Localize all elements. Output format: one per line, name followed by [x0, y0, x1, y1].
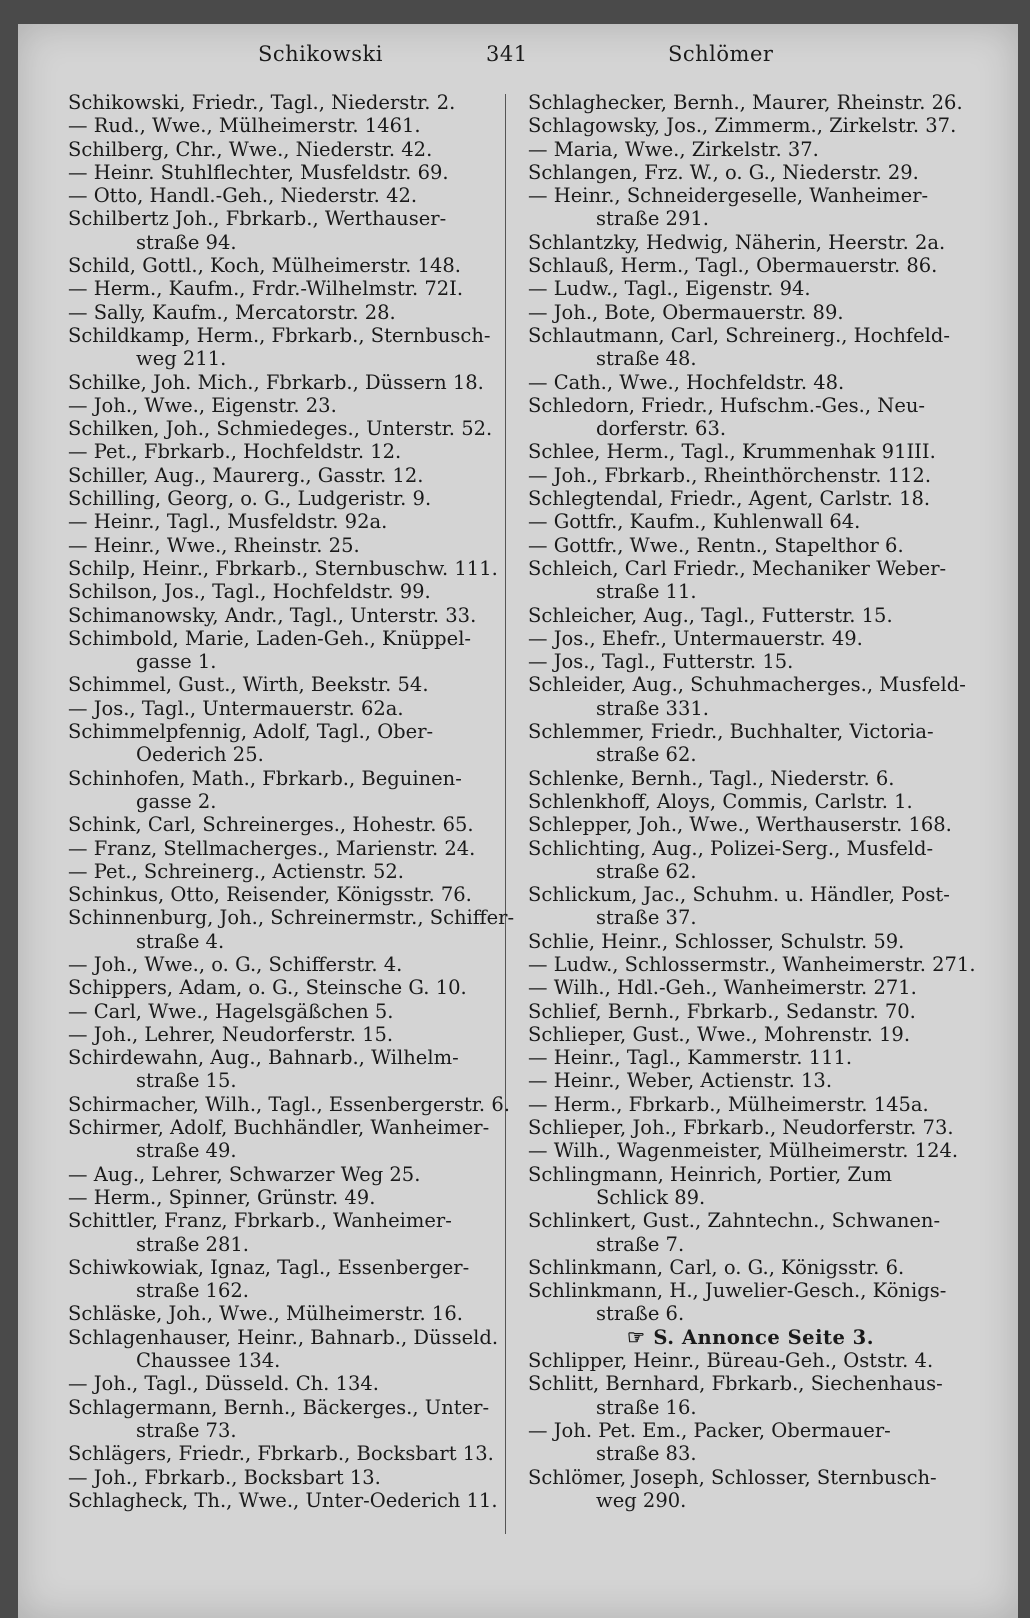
directory-entry: [68, 720, 513, 767]
entry-text: Schleich, Carl Friedr., Mechaniker Weber-: [528, 556, 947, 580]
entry-text: Schilke, Joh. Mich., Fbrkarb., Düssern 18.: [68, 370, 484, 394]
entry-continuation: straße 11.: [596, 580, 697, 604]
directory-entry: [68, 1466, 513, 1489]
directory-entry: [528, 813, 973, 836]
page-number: 341: [486, 42, 528, 66]
directory-entry: [68, 1326, 513, 1373]
entry-text: — Heinr., Weber, Actienstr. 13.: [528, 1069, 833, 1093]
directory-entry: [68, 91, 513, 114]
entry-text: Schinkus, Otto, Reisender, Königsstr. 76.: [68, 883, 472, 907]
entry-text: — Maria, Wwe., Zirkelstr. 37.: [528, 137, 819, 161]
directory-entry: [528, 277, 973, 300]
entry-text: — Herm., Kaufm., Frdr.-Wilhelmstr. 72I.: [68, 277, 464, 301]
directory-entry: [528, 1046, 973, 1069]
entry-text: Schirmacher, Wilh., Tagl., Essenbergerstr. 6.: [68, 1092, 510, 1116]
entry-text: — Pet., Schreinerg., Actienstr. 52.: [68, 859, 404, 883]
entry-continuation: dorferstr. 63.: [596, 417, 727, 441]
header-last-name: Schlömer: [668, 42, 774, 66]
directory-entry: [68, 860, 513, 883]
directory-entry: [68, 1372, 513, 1395]
directory-entry: [68, 1489, 513, 1512]
entry-text: — Wilh., Hdl.-Geh., Wanheimerstr. 271.: [528, 976, 917, 1000]
entry-text: Schlipper, Heinr., Büreau-Geh., Oststr. 4.: [528, 1349, 934, 1373]
directory-entry: [68, 1256, 513, 1303]
directory-entry: [528, 1000, 973, 1023]
entry-text: Schlee, Herm., Tagl., Krummenhak 91III.: [528, 440, 936, 464]
entry-text: Schlenke, Bernh., Tagl., Niederstr. 6.: [528, 766, 895, 790]
directory-entry: [68, 487, 513, 510]
pointing-hand-icon: ☞: [626, 1324, 646, 1349]
directory-entry: [68, 114, 513, 137]
entry-text: — Jos., Tagl., Untermauerstr. 62a.: [68, 696, 404, 720]
entry-text: — Joh., Lehrer, Neudorferstr. 15.: [68, 1022, 394, 1046]
directory-entry: [528, 1372, 973, 1419]
entry-text: S. Annonce Seite 3.: [653, 1325, 875, 1349]
entry-text: Schlief, Bernh., Fbrkarb., Sedanstr. 70.: [528, 999, 916, 1023]
directory-entry: [528, 510, 973, 533]
directory-entry: [528, 1279, 973, 1326]
directory-entry: [68, 1442, 513, 1465]
directory-entry: [528, 1093, 973, 1116]
directory-entry: [68, 301, 513, 324]
directory-entry: [68, 1396, 513, 1443]
entry-text: Schlemmer, Friedr., Buchhalter, Victoria-: [528, 720, 934, 744]
directory-entry: [68, 580, 513, 603]
directory-entry: [528, 650, 973, 673]
entry-text: Schlagowsky, Jos., Zimmerm., Zirkelstr. 37.: [528, 114, 957, 138]
entry-text: Schilbertz Joh., Fbrkarb., Werthauser-: [68, 207, 447, 231]
entry-text: — Herm., Fbrkarb., Mülheimerstr. 145a.: [528, 1092, 929, 1116]
directory-entry: [68, 697, 513, 720]
directory-entry: [68, 906, 513, 953]
entry-text: Schlaghecker, Bernh., Maurer, Rheinstr. 26.: [528, 91, 963, 114]
directory-entry: [528, 301, 973, 324]
entry-continuation: straße 6.: [596, 1302, 685, 1326]
entry-text: — Rud., Wwe., Mülheimerstr. 1461.: [68, 114, 421, 138]
entry-continuation: Chaussee 134.: [136, 1349, 281, 1373]
directory-entry: [68, 767, 513, 814]
directory-entry: [528, 534, 973, 557]
entry-text: Schläske, Joh., Wwe., Mülheimerstr. 16.: [68, 1302, 463, 1326]
entry-text: Schlantzky, Hedwig, Näherin, Heerstr. 2a.: [528, 230, 946, 254]
directory-entry: [528, 627, 973, 650]
directory-entry: [68, 394, 513, 417]
directory-entry: [68, 837, 513, 860]
entry-text: Schlickum, Jac., Schuhm. u. Händler, Post-: [528, 883, 950, 907]
entry-text: — Sally, Kaufm., Mercatorstr. 28.: [68, 300, 396, 324]
directory-entry: [68, 1093, 513, 1116]
entry-continuation: straße 62.: [596, 859, 697, 883]
directory-entry: [68, 1000, 513, 1023]
directory-entry: [68, 673, 513, 696]
entry-text: Schlagermann, Bernh., Bäckerges., Unter-: [68, 1395, 490, 1419]
entry-continuation: straße 62.: [596, 743, 697, 767]
directory-entry: [528, 184, 973, 231]
entry-continuation: straße 49.: [136, 1139, 237, 1163]
entry-text: Schledorn, Friedr., Hufschm.-Ges., Neu-: [528, 393, 926, 417]
entry-text: — Carl, Wwe., Hagelsgäßchen 5.: [68, 999, 394, 1023]
entry-text: Schilson, Jos., Tagl., Hochfeldstr. 99.: [68, 580, 431, 604]
entry-text: Schikowski, Friedr., Tagl., Niederstr. 2.: [68, 91, 456, 114]
entry-text: Schild, Gottl., Koch, Mülheimerstr. 148.: [68, 254, 461, 278]
directory-entry: [528, 790, 973, 813]
directory-entry: [68, 324, 513, 371]
entry-continuation: straße 48.: [596, 347, 697, 371]
entry-text: — Joh., Bote, Obermauerstr. 89.: [528, 300, 844, 324]
entry-text: Schimmelpfennig, Adolf, Tagl., Ober-: [68, 720, 434, 744]
entry-text: Schilp, Heinr., Fbrkarb., Sternbuschw. 111.: [68, 556, 498, 580]
entry-text: — Heinr., Tagl., Kammerstr. 111.: [528, 1046, 853, 1070]
directory-entry: [528, 254, 973, 277]
left-column: [68, 91, 513, 1512]
entry-text: — Wilh., Wagenmeister, Mülheimerstr. 124.: [528, 1139, 959, 1163]
directory-entry: [68, 161, 513, 184]
entry-text: Schlagheck, Th., Wwe., Unter-Oederich 11.: [68, 1488, 498, 1512]
directory-entry: [528, 138, 973, 161]
directory-entry: [528, 1023, 973, 1046]
directory-entry: [528, 1069, 973, 1092]
entry-continuation: weg 211.: [136, 347, 227, 371]
right-column: [528, 91, 976, 1512]
entry-text: Schiller, Aug., Maurerg., Gasstr. 12.: [68, 463, 424, 487]
entry-text: Schleider, Aug., Schuhmacherges., Musfeld-: [528, 673, 966, 697]
directory-entry: [68, 534, 513, 557]
directory-entry: [528, 604, 973, 627]
entry-text: Schleicher, Aug., Tagl., Futterstr. 15.: [528, 603, 893, 627]
directory-entry: [528, 1256, 973, 1279]
entry-continuation: straße 4.: [136, 929, 225, 953]
entry-text: Schirdewahn, Aug., Bahnarb., Wilhelm-: [68, 1046, 459, 1070]
entry-text: — Aug., Lehrer, Schwarzer Weg 25.: [68, 1162, 421, 1186]
entry-text: — Jos., Tagl., Futterstr. 15.: [528, 650, 794, 674]
directory-entry: [528, 1349, 973, 1372]
entry-text: Schlegtendal, Friedr., Agent, Carlstr. 18.: [528, 487, 931, 511]
entry-text: Schlömer, Joseph, Schlosser, Sternbusch-: [528, 1465, 937, 1489]
directory-entry: [68, 440, 513, 463]
entry-continuation: straße 7.: [596, 1232, 685, 1256]
entry-text: — Joh., Fbrkarb., Bocksbart 13.: [68, 1465, 381, 1489]
entry-text: Schiwkowiak, Ignaz, Tagl., Essenberger-: [68, 1255, 470, 1279]
directory-entry: [528, 464, 973, 487]
entry-text: — Joh., Tagl., Düsseld. Ch. 134.: [68, 1372, 380, 1396]
entry-text: — Franz, Stellmacherges., Marienstr. 24.: [68, 836, 476, 860]
directory-entry: [68, 1186, 513, 1209]
entry-text: Schinnenburg, Joh., Schreinermstr., Schiffer-: [68, 906, 515, 930]
directory-entry: [528, 557, 973, 604]
entry-continuation: straße 94.: [136, 230, 237, 254]
directory-entry: [68, 138, 513, 161]
entry-text: Schirmer, Adolf, Buchhändler, Wanheimer-: [68, 1116, 490, 1140]
directory-entry: [528, 930, 973, 953]
entry-text: Schlitt, Bernhard, Fbrkarb., Siechenhaus-: [528, 1372, 943, 1396]
page-header: [18, 42, 1018, 78]
entry-text: Schlieper, Gust., Wwe., Mohrenstr. 19.: [528, 1022, 911, 1046]
directory-entry: [68, 464, 513, 487]
entry-continuation: weg 290.: [596, 1488, 687, 1512]
directory-entry: [528, 1163, 973, 1210]
entry-text: Schlichting, Aug., Polizei-Serg., Musfeld-: [528, 836, 934, 860]
directory-entry: [528, 440, 973, 463]
directory-entry: [68, 1046, 513, 1093]
directory-entry: [68, 953, 513, 976]
directory-entry: [68, 813, 513, 836]
entry-continuation: gasse 1.: [136, 650, 217, 674]
directory-entry: [528, 1139, 973, 1162]
directory-entry: [528, 161, 973, 184]
entry-text: Schilken, Joh., Schmiedeges., Unterstr. 52.: [68, 417, 493, 441]
directory-entry: [68, 604, 513, 627]
entry-text: Schlagenhauser, Heinr., Bahnarb., Düsseld.: [68, 1325, 499, 1349]
directory-entry: [68, 557, 513, 580]
entry-text: — Jos., Ehefr., Untermauerstr. 49.: [528, 626, 863, 650]
entry-continuation: straße 162.: [136, 1279, 249, 1303]
entry-continuation: straße 16.: [596, 1395, 697, 1419]
entry-text: Schlinkmann, Carl, o. G., Königsstr. 6.: [528, 1255, 905, 1279]
entry-text: Schlieper, Joh., Fbrkarb., Neudorferstr. 73.: [528, 1116, 954, 1140]
directory-entry: [68, 207, 513, 254]
entry-text: Schinhofen, Math., Fbrkarb., Beguinen-: [68, 766, 462, 790]
directory-entry: [68, 1163, 513, 1186]
directory-entry: [68, 627, 513, 674]
directory-entry: [68, 1023, 513, 1046]
entry-text: — Gottfr., Kaufm., Kuhlenwall 64.: [528, 510, 861, 534]
directory-page: [18, 24, 1018, 1618]
directory-entry: [68, 371, 513, 394]
directory-entry: [68, 254, 513, 277]
entry-text: — Joh., Wwe., Eigenstr. 23.: [68, 393, 337, 417]
entry-text: — Ludw., Tagl., Eigenstr. 94.: [528, 277, 811, 301]
directory-entry: [528, 231, 973, 254]
directory-entry: [528, 1209, 973, 1256]
directory-entry: [528, 673, 973, 720]
directory-entry: [528, 394, 973, 441]
entry-continuation: Schlick 89.: [596, 1185, 706, 1209]
entry-continuation: straße 281.: [136, 1232, 249, 1256]
entry-text: Schippers, Adam, o. G., Steinsche G. 10.: [68, 976, 467, 1000]
entry-continuation: straße 291.: [596, 207, 709, 231]
directory-entry: [528, 114, 973, 137]
directory-entry: [528, 371, 973, 394]
entry-text: — Cath., Wwe., Hochfeldstr. 48.: [528, 370, 845, 394]
entry-text: — Joh., Wwe., o. G., Schifferstr. 4.: [68, 952, 403, 976]
directory-entry: [528, 720, 973, 767]
entry-continuation: straße 37.: [596, 906, 697, 930]
directory-entry: [68, 184, 513, 207]
directory-entry: [68, 417, 513, 440]
entry-text: — Heinr., Schneidergeselle, Wanheimer-: [528, 184, 929, 208]
entry-continuation: straße 15.: [136, 1069, 237, 1093]
entry-text: Schimanowsky, Andr., Tagl., Unterstr. 33.: [68, 603, 477, 627]
advertisement-notice: [528, 1326, 973, 1349]
entry-text: Schilling, Georg, o. G., Ludgeristr. 9.: [68, 487, 432, 511]
entry-text: Schimmel, Gust., Wirth, Beekstr. 54.: [68, 673, 429, 697]
entry-text: — Herm., Spinner, Grünstr. 49.: [68, 1185, 376, 1209]
entry-text: — Otto, Handl.-Geh., Niederstr. 42.: [68, 184, 418, 208]
directory-entry: [68, 510, 513, 533]
directory-entry: [528, 952, 976, 976]
entry-text: — Heinr. Stuhlflechter, Musfeldstr. 69.: [68, 160, 449, 184]
entry-text: — Joh. Pet. Em., Packer, Obermauer-: [528, 1418, 891, 1442]
entry-text: Schlingmann, Heinrich, Portier, Zum: [528, 1162, 892, 1186]
directory-entry: [528, 1116, 973, 1139]
header-first-name: Schikowski: [258, 42, 383, 66]
entry-text: Schlepper, Joh., Wwe., Werthauserstr. 168.: [528, 813, 952, 837]
directory-entry: [528, 324, 973, 371]
directory-entry: [68, 1209, 513, 1256]
directory-entry: [528, 883, 973, 930]
entry-text: — Ludw., Schlossermstr., Wanheimerstr. 271.: [528, 952, 976, 976]
entry-text: Schlinkmann, H., Juwelier-Gesch., Königs-: [528, 1279, 947, 1303]
entry-continuation: straße 331.: [596, 696, 709, 720]
directory-entry: [68, 883, 513, 906]
entry-continuation: gasse 2.: [136, 789, 217, 813]
directory-entry: [528, 487, 973, 510]
entry-text: Schlinkert, Gust., Zahntechn., Schwanen-: [528, 1209, 941, 1233]
entry-continuation: straße 73.: [136, 1418, 237, 1442]
directory-entry: [528, 1419, 973, 1466]
directory-entry: [528, 91, 973, 114]
entry-text: — Gottfr., Wwe., Rentn., Stapelthor 6.: [528, 533, 904, 557]
directory-entry: [68, 976, 513, 999]
entry-text: Schlenkhoff, Aloys, Commis, Carlstr. 1.: [528, 789, 913, 813]
entry-text: — Heinr., Tagl., Musfeldstr. 92a.: [68, 510, 388, 534]
entry-text: Schlauß, Herm., Tagl., Obermauerstr. 86.: [528, 254, 938, 278]
entry-text: Schilberg, Chr., Wwe., Niederstr. 42.: [68, 137, 433, 161]
entry-text: Schimbold, Marie, Laden-Geh., Knüppel-: [68, 626, 472, 650]
entry-text: Schildkamp, Herm., Fbrkarb., Sternbusch-: [68, 323, 491, 347]
entry-text: — Heinr., Wwe., Rheinstr. 25.: [68, 533, 360, 557]
entry-text: Schlangen, Frz. W., o. G., Niederstr. 29.: [528, 160, 919, 184]
entry-text: Schink, Carl, Schreinerges., Hohestr. 65.: [68, 813, 474, 837]
entry-text: Schlägers, Friedr., Fbrkarb., Bocksbart 13.: [68, 1442, 494, 1466]
entry-text: Schittler, Franz, Fbrkarb., Wanheimer-: [68, 1209, 452, 1233]
entry-text: — Pet., Fbrkarb., Hochfeldstr. 12.: [68, 440, 402, 464]
directory-entry: [68, 1116, 513, 1163]
directory-entry: [528, 1466, 973, 1513]
entry-text: — Joh., Fbrkarb., Rheinthörchenstr. 112.: [528, 463, 932, 487]
entry-text: Schlie, Heinr., Schlosser, Schulstr. 59.: [528, 929, 905, 953]
directory-entry: [68, 1302, 513, 1325]
entry-continuation: straße 83.: [596, 1442, 697, 1466]
directory-entry: [68, 277, 513, 300]
directory-entry: [528, 767, 973, 790]
directory-entry: [528, 837, 973, 884]
entry-text: Schlautmann, Carl, Schreinerg., Hochfeld-: [528, 323, 950, 347]
directory-entry: [528, 976, 973, 999]
entry-continuation: Oederich 25.: [136, 743, 264, 767]
